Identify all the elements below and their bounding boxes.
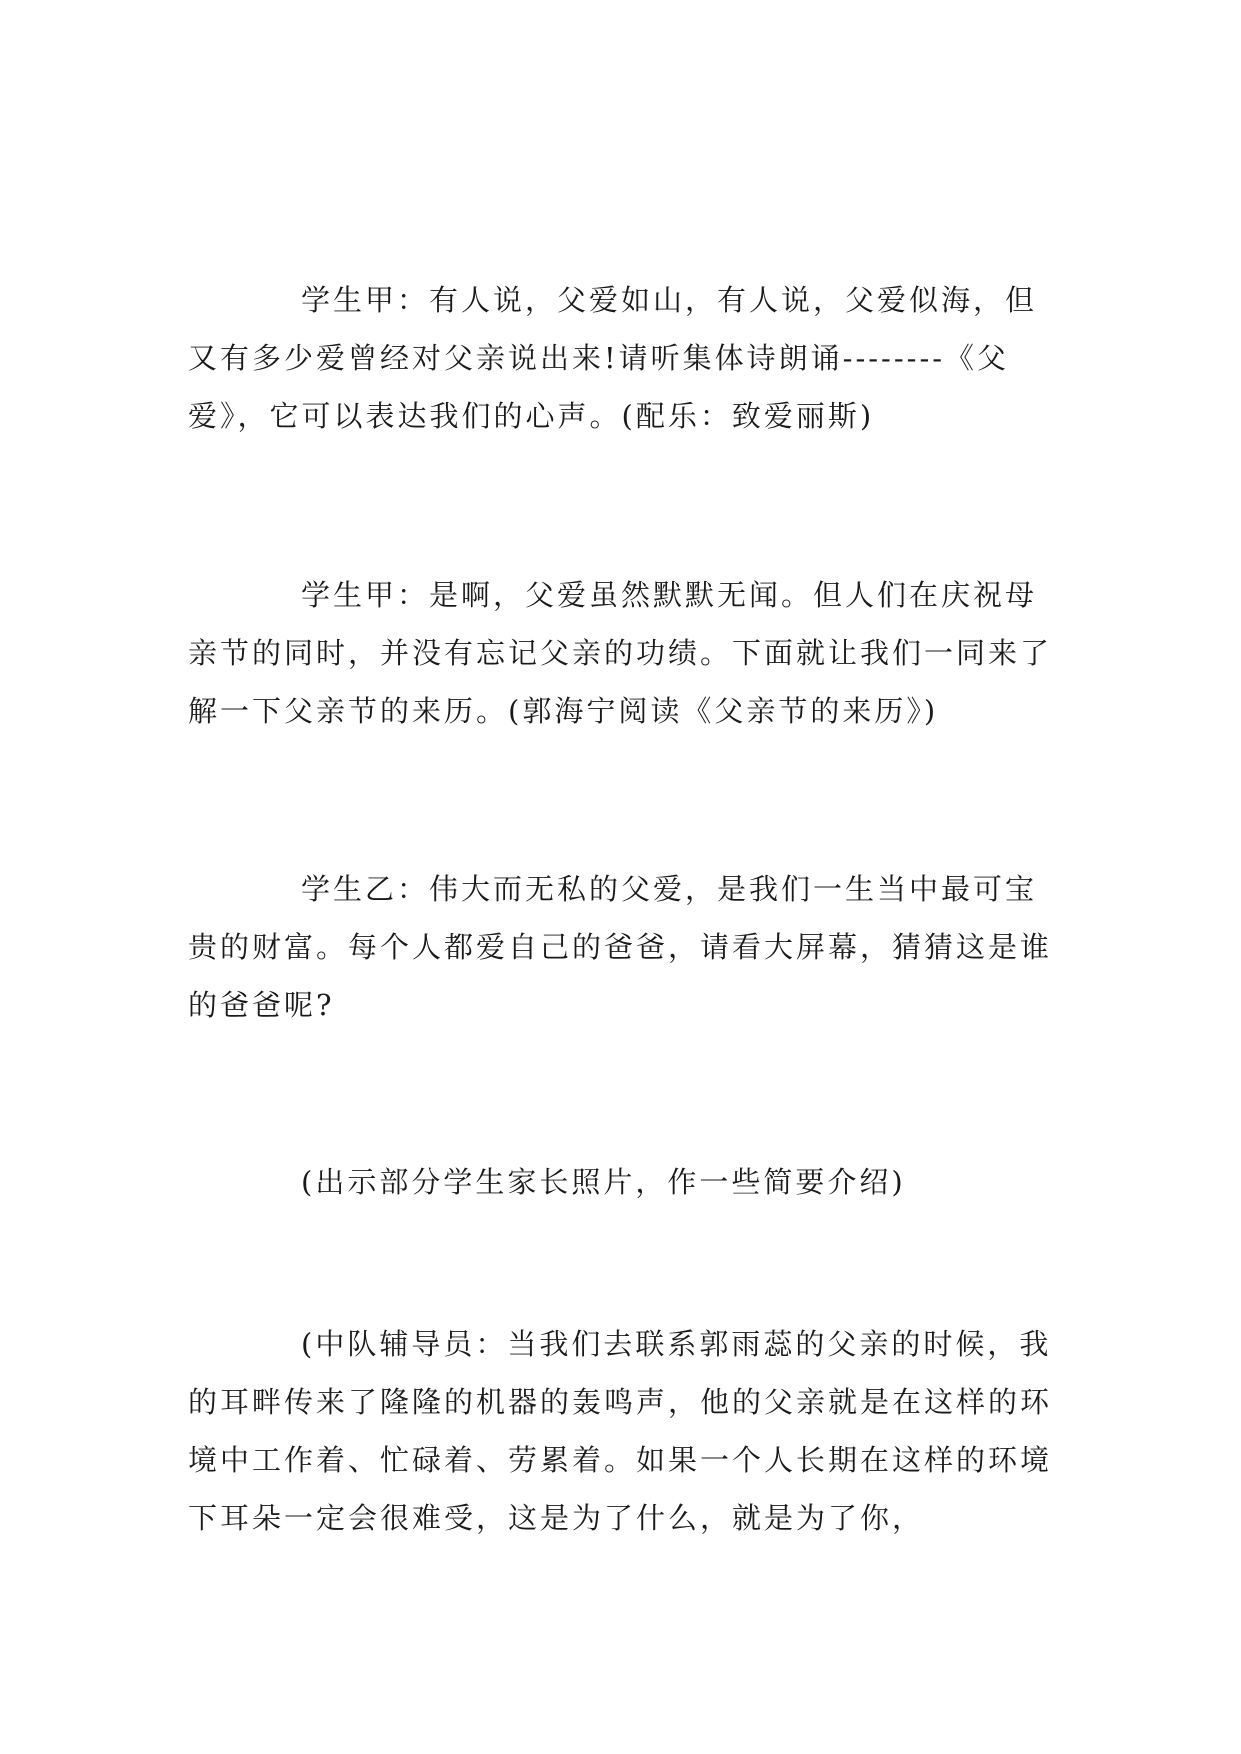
paragraph-student-b: 学生乙：伟大而无私的父爱，是我们一生当中最可宝贵的财富。每个人都爱自己的爸爸，请看大屏幕，猜猜这是谁的爸爸呢? (188, 872, 1053, 1022)
paragraph-student-a-fathers-day: 学生甲：是啊，父爱虽然默默无闻。但人们在庆祝母亲节的同时，并没有忘记父亲的功绩。下面就让我们一同来了解一下父亲节的来历。(郭海宁阅读《父亲节的来历》) (188, 578, 1053, 728)
paragraph-counselor: (中队辅导员：当我们去联系郭雨蕊的父亲的时候，我的耳畔传来了隆隆的机器的轰鸣声，他的父亲就是在这样的环境中工作着、忙碌着、劳累着。如果一个人长期在这样的环境下耳朵一定会很难受，这是为了什么，就是为了你， (188, 1327, 1053, 1535)
paragraph-stage-direction: (出示部分学生家长照片，作一些简要介绍) (301, 1165, 906, 1199)
paragraph-student-a-intro: 学生甲：有人说，父爱如山，有人说，父爱似海，但又有多少爱曾经对父亲说出来!请听集体诗朗诵--------《父爱》，它可以表达我们的心声。(配乐：致爱丽斯) (188, 283, 1038, 433)
